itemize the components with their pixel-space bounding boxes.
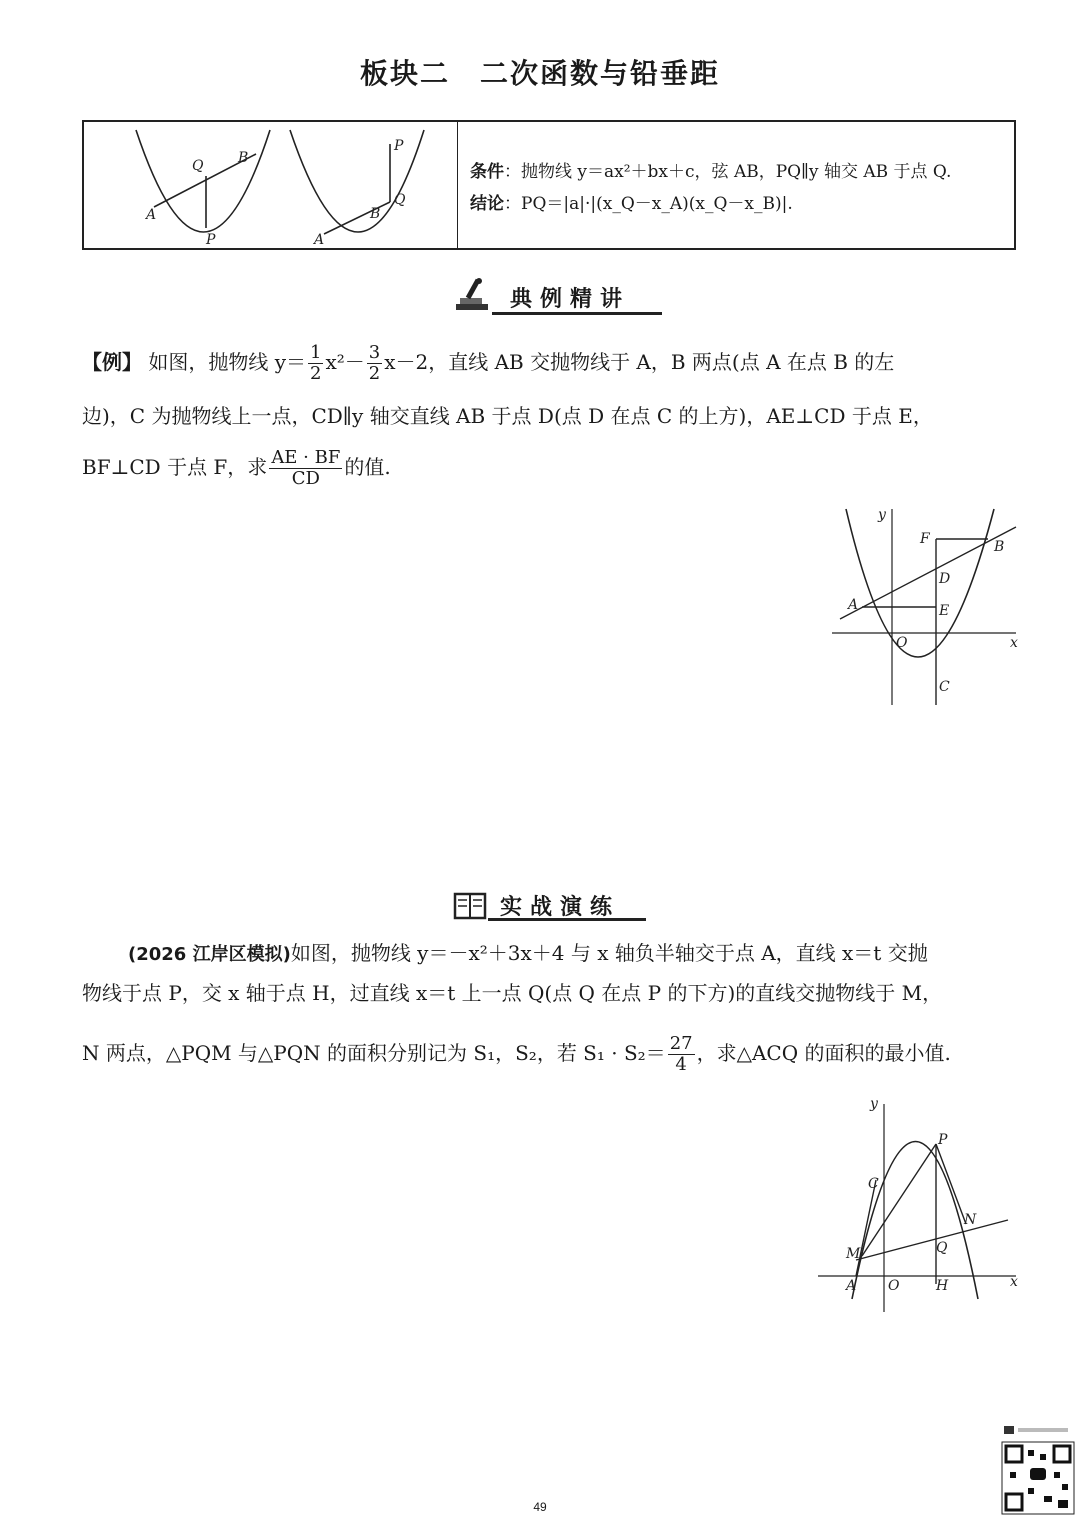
label-c: C <box>868 1176 879 1192</box>
summary-figures <box>114 124 454 248</box>
practice-figure <box>816 1094 1028 1316</box>
label-a: A <box>846 1278 857 1294</box>
label-m: M <box>846 1246 861 1262</box>
summary-conclusion <box>470 192 793 216</box>
example-figure <box>826 505 1026 710</box>
label-q: Q <box>936 1240 948 1256</box>
condition-label: 条件 <box>470 162 504 182</box>
label-h: H <box>936 1278 949 1294</box>
label-d: D <box>939 571 951 587</box>
example-tag: 【例】 <box>82 350 142 374</box>
fig1-label-q: Q <box>192 158 204 174</box>
fraction-3-2: $\frac{3}{2}$ <box>368 342 381 384</box>
microscope-icon <box>452 276 492 312</box>
practice-line-3: N 两点，△PQM 与△PQN 的面积分别记为 S₁，S₂，若 S₁ · S₂＝ $\frac{27}{4}$ ，求△ACQ 的面积的最小值. <box>82 1033 951 1075</box>
summary-box <box>82 120 1016 250</box>
label-x: x <box>1010 635 1018 651</box>
segment-pn <box>936 1144 966 1224</box>
conclusion-text: ：PQ＝|a|·|(x_Q－x_A)(x_Q－x_B)|. <box>504 194 793 214</box>
example-line-2: 边)，C 为抛物线上一点，CD∥y 轴交直线 AB 于点 D(点 D 在点 C 的上方)，AE⊥CD 于点 E， <box>82 404 933 428</box>
label-y: y <box>878 507 886 523</box>
fig1-label-b: B <box>238 150 249 166</box>
fig2-label-p: P <box>394 138 404 154</box>
example-heading: 典例精讲 <box>510 287 631 312</box>
example-line-1: 【例】 如图，抛物线 y＝ $\frac{1}{2}$ x²－ $\frac{3}{2}$ x－2，直线 AB 交抛物线于 A，B 两点(点 A 在点 B 的左 <box>82 342 895 384</box>
practice-heading-underline <box>488 918 646 921</box>
fig2-label-q: Q <box>394 192 406 208</box>
example-heading-underline <box>492 312 662 315</box>
page-title: 板块二 二次函数与铅垂距 <box>359 57 720 90</box>
fig1-label-p: P <box>206 232 216 248</box>
practice-source: (2026 江岸区模拟) <box>128 944 291 965</box>
label-x: x <box>1010 1274 1018 1290</box>
label-n: N <box>964 1212 977 1228</box>
example-line-3: BF⊥CD 于点 F，求 $\frac{AE \cdot BF}{CD}$ 的值. <box>82 447 391 489</box>
conclusion-label: 结论 <box>470 194 504 214</box>
fraction-ae-bf-cd: $\frac{AE \cdot BF}{CD}$ <box>271 447 341 489</box>
line-mn <box>856 1220 1008 1260</box>
page-number: 49 <box>533 1500 547 1514</box>
label-f: F <box>920 531 930 547</box>
practice-line-1: (2026 江岸区模拟)如图，抛物线 y＝－x²＋3x＋4 与 x 轴负半轴交于点 A，直线 x＝t 交抛 <box>128 941 928 965</box>
condition-text: ：抛物线 y＝ax²＋bx＋c，弦 AB，PQ∥y 轴交 AB 于点 Q. <box>504 162 952 182</box>
fig2-label-b: B <box>370 206 381 222</box>
summary-condition <box>470 160 951 184</box>
fig2-label-a: A <box>314 232 325 248</box>
label-c: C <box>939 679 950 695</box>
summary-divider <box>457 122 458 248</box>
practice-line-2: 物线于点 P，交 x 轴于点 H，过直线 x＝t 上一点 Q(点 Q 在点 P 的下方)的直线交抛物线于 M， <box>82 981 943 1005</box>
segment-mp <box>862 1144 936 1256</box>
book-icon <box>452 886 488 922</box>
label-o: O <box>896 635 908 651</box>
fraction-27-4: $\frac{27}{4}$ <box>669 1033 693 1075</box>
parabola <box>852 1142 978 1300</box>
label-p: P <box>938 1132 948 1148</box>
practice-heading: 实战演练 <box>500 895 621 920</box>
label-b: B <box>994 539 1005 555</box>
fig2-parabola <box>290 130 424 232</box>
label-e: E <box>939 603 950 619</box>
label-a: A <box>848 597 859 613</box>
label-y: y <box>870 1096 878 1112</box>
fig1-label-a: A <box>146 207 157 223</box>
label-o: O <box>888 1278 900 1294</box>
fraction-1-2: $\frac{1}{2}$ <box>310 342 322 384</box>
